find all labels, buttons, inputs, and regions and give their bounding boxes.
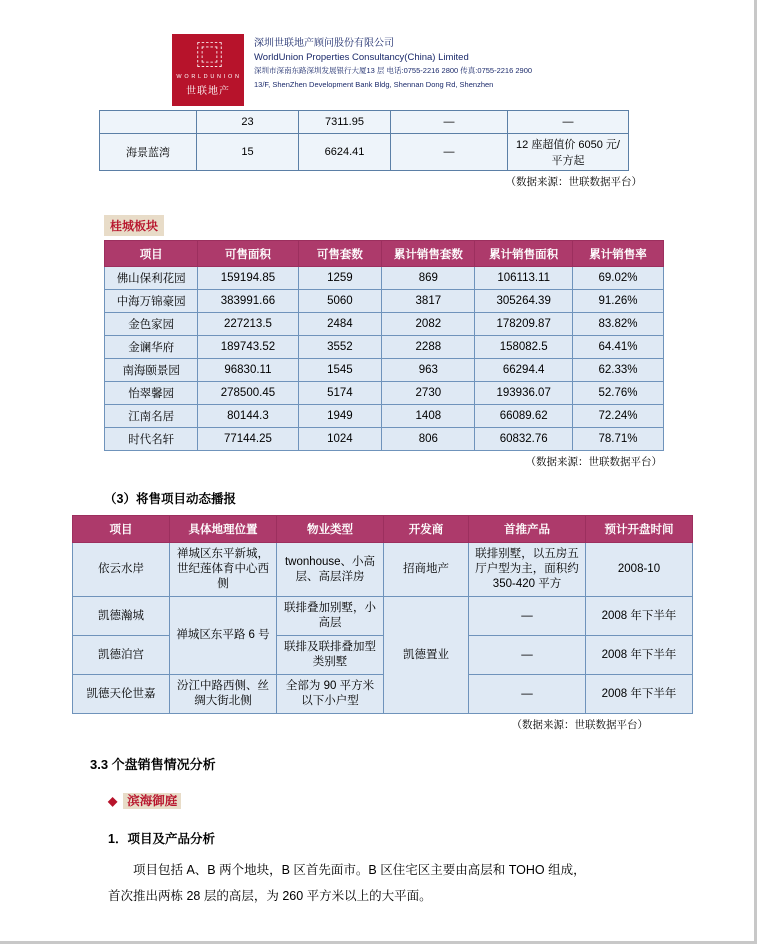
cell-cum-rate: 64.41% bbox=[572, 336, 663, 359]
cell-project: 南海颐景园 bbox=[105, 359, 198, 382]
cell-sellable-units: 5060 bbox=[298, 290, 382, 313]
cell-sellable-area: 383991.66 bbox=[198, 290, 298, 313]
cell-sellable-units: 2484 bbox=[298, 313, 382, 336]
table-row bbox=[105, 290, 664, 313]
cell-property-type: 联排叠加别墅，小高层 bbox=[277, 597, 384, 636]
table-row bbox=[105, 405, 664, 428]
cell-sellable-area: 278500.45 bbox=[198, 382, 298, 405]
cell-open-time: 2008 年下半年 bbox=[586, 675, 693, 714]
table-row bbox=[73, 675, 693, 714]
cell-project: 海景蓝湾 bbox=[100, 134, 197, 171]
th-cum-area: 累计销售面积 bbox=[475, 241, 573, 267]
cell-price: 6624.41 bbox=[299, 134, 391, 171]
cell-project: 中海万锦豪园 bbox=[105, 290, 198, 313]
cell-price: 7311.95 bbox=[299, 111, 391, 134]
cell-developer: 凯德置业 bbox=[384, 597, 469, 714]
logo-mark-icon: ⿴ bbox=[196, 41, 220, 72]
cell-project: 凯德泊宫 bbox=[73, 636, 170, 675]
cell-sellable-area: 77144.25 bbox=[198, 428, 298, 451]
table-row bbox=[105, 382, 664, 405]
company-name-cn: 深圳世联地产顾问股份有限公司 bbox=[254, 38, 394, 49]
table-row bbox=[105, 336, 664, 359]
project-bullet-title bbox=[108, 791, 672, 809]
company-name-en: WorldUnion Properties Consultancy(China) Limited bbox=[254, 51, 469, 63]
th-project: 项目 bbox=[105, 241, 198, 267]
cell-property-type: twonhouse、小高层、高层洋房 bbox=[277, 543, 384, 597]
cell-sellable-area: 159194.85 bbox=[198, 267, 298, 290]
th-location: 具体地理位置 bbox=[170, 516, 277, 543]
source-note-1: （数据来源：世联数据平台） bbox=[505, 176, 642, 188]
cell-remark: 12 座超值价 6050 元/平方起 bbox=[508, 134, 629, 171]
cell-open-time: 2008 年下半年 bbox=[586, 636, 693, 675]
logo-chinese-text: 世联地产 bbox=[186, 86, 230, 97]
table-row bbox=[73, 543, 693, 597]
guicheng-sales-table bbox=[104, 240, 664, 451]
cell-sellable-units: 1024 bbox=[298, 428, 382, 451]
cell-cum-area: 60832.76 bbox=[475, 428, 573, 451]
letterhead-text bbox=[254, 34, 532, 91]
th-property-type: 物业类型 bbox=[277, 516, 384, 543]
cell-sellable-area: 96830.11 bbox=[198, 359, 298, 382]
cell-developer: 招商地产 bbox=[384, 543, 469, 597]
cell-sellable-units: 1259 bbox=[298, 267, 382, 290]
cell-open-time: 2008-10 bbox=[586, 543, 693, 597]
cell-project: 江南名居 bbox=[105, 405, 198, 428]
cell-cum-units: 3817 bbox=[382, 290, 475, 313]
cell-project: 凯德天伦世嘉 bbox=[73, 675, 170, 714]
cell-cum-units: 1408 bbox=[382, 405, 475, 428]
cell-sellable-units: 5174 bbox=[298, 382, 382, 405]
cell-cum-area: 193936.07 bbox=[475, 382, 573, 405]
cell-project: 金色家园 bbox=[105, 313, 198, 336]
cell-dash1: — bbox=[391, 111, 508, 134]
cell-location: 汾江中路西侧、丝绸大街北侧 bbox=[170, 675, 277, 714]
table-row bbox=[105, 313, 664, 336]
cell-cum-rate: 72.24% bbox=[572, 405, 663, 428]
cell-project: 佛山保利花园 bbox=[105, 267, 198, 290]
th-cum-units: 累计销售套数 bbox=[382, 241, 475, 267]
cell-cum-units: 2082 bbox=[382, 313, 475, 336]
cell-cum-area: 106113.11 bbox=[475, 267, 573, 290]
table-row bbox=[105, 267, 664, 290]
continued-price-table bbox=[99, 110, 629, 171]
letterhead bbox=[172, 34, 672, 106]
company-address-cn: 深圳市深南东路深圳发展银行大厦13 层 电话:0755-2216 2800 传真:0755-2216 2900 bbox=[254, 66, 533, 75]
cell-sellable-area: 80144.3 bbox=[198, 405, 298, 428]
cell-sellable-units: 1545 bbox=[298, 359, 382, 382]
cell-dash1: — bbox=[391, 134, 508, 171]
company-logo bbox=[172, 34, 244, 106]
cell-cum-rate: 69.02% bbox=[572, 267, 663, 290]
th-cum-rate: 累计销售率 bbox=[572, 241, 663, 267]
cell-cum-rate: 78.71% bbox=[572, 428, 663, 451]
table-row bbox=[73, 597, 693, 636]
body-paragraph-2: 首次推出两栋 28 层的高层，为 260 平方米以上的大平面。 bbox=[108, 889, 432, 903]
page-content bbox=[72, 34, 677, 909]
future-projects-heading: （3）将售项目动态播报 bbox=[104, 492, 236, 506]
body-paragraph-1: 项目包括 A、B 两个地块，B 区首先面市。B 区住宅区主要由高层和 TOHO 组成， bbox=[133, 863, 586, 877]
source-note-3: （数据来源：世联数据平台） bbox=[511, 719, 648, 731]
cell-cum-rate: 62.33% bbox=[572, 359, 663, 382]
cell-project bbox=[100, 111, 197, 134]
cell-cum-rate: 91.26% bbox=[572, 290, 663, 313]
table-row bbox=[73, 636, 693, 675]
cell-first-product: — bbox=[469, 675, 586, 714]
cell-location: 禅城区东平新城，世纪莲体育中心西侧 bbox=[170, 543, 277, 597]
cell-cum-units: 2288 bbox=[382, 336, 475, 359]
cell-cum-area: 305264.39 bbox=[475, 290, 573, 313]
table-row bbox=[105, 359, 664, 382]
cell-cum-area: 66294.4 bbox=[475, 359, 573, 382]
cell-cum-area: 66089.62 bbox=[475, 405, 573, 428]
source-note-2: （数据来源：世联数据平台） bbox=[525, 456, 662, 468]
cell-project: 凯德瀚城 bbox=[73, 597, 170, 636]
cell-cum-rate: 52.76% bbox=[572, 382, 663, 405]
cell-units: 15 bbox=[197, 134, 299, 171]
cell-project: 时代名轩 bbox=[105, 428, 198, 451]
table-row bbox=[100, 111, 629, 134]
th-sellable-units: 可售套数 bbox=[298, 241, 382, 267]
th-sellable-area: 可售面积 bbox=[198, 241, 298, 267]
th-open-time: 预计开盘时间 bbox=[586, 516, 693, 543]
cell-sellable-units: 1949 bbox=[298, 405, 382, 428]
cell-project: 金谰华府 bbox=[105, 336, 198, 359]
cell-sellable-area: 227213.5 bbox=[198, 313, 298, 336]
logo-english-text: W O R L D U N I O N bbox=[176, 74, 240, 80]
cell-units: 23 bbox=[197, 111, 299, 134]
table-header-row bbox=[105, 241, 664, 267]
cell-remark: — bbox=[508, 111, 629, 134]
cell-sellable-area: 189743.52 bbox=[198, 336, 298, 359]
table-row bbox=[100, 134, 629, 171]
cell-first-product: — bbox=[469, 636, 586, 675]
cell-cum-units: 2730 bbox=[382, 382, 475, 405]
section-tag-guicheng: 桂城板块 bbox=[104, 215, 164, 236]
cell-first-product: — bbox=[469, 597, 586, 636]
subsection-heading: 1．项目及产品分析 bbox=[108, 832, 215, 846]
cell-cum-units: 963 bbox=[382, 359, 475, 382]
cell-property-type: 全部为 90 平方米以下小户型 bbox=[277, 675, 384, 714]
cell-project: 依云水岸 bbox=[73, 543, 170, 597]
cell-property-type: 联排及联排叠加型类别墅 bbox=[277, 636, 384, 675]
cell-open-time: 2008 年下半年 bbox=[586, 597, 693, 636]
cell-cum-units: 806 bbox=[382, 428, 475, 451]
table-header-row bbox=[73, 516, 693, 543]
future-projects-table bbox=[72, 515, 693, 714]
company-address-en: 13/F, ShenZhen Development Bank Bldg, Shennan Dong Rd, Shenzhen bbox=[254, 79, 494, 89]
cell-sellable-units: 3552 bbox=[298, 336, 382, 359]
table-row bbox=[105, 428, 664, 451]
cell-cum-area: 178209.87 bbox=[475, 313, 573, 336]
cell-cum-area: 158082.5 bbox=[475, 336, 573, 359]
cell-location: 禅城区东平路 6 号 bbox=[170, 597, 277, 675]
cell-cum-rate: 83.82% bbox=[572, 313, 663, 336]
th-first-product: 首推产品 bbox=[469, 516, 586, 543]
cell-first-product: 联排别墅，以五房五厅户型为主，面积约 350-420 平方 bbox=[469, 543, 586, 597]
cell-cum-units: 869 bbox=[382, 267, 475, 290]
th-project: 项目 bbox=[73, 516, 170, 543]
cell-project: 怡翠馨园 bbox=[105, 382, 198, 405]
section-3-3-heading: 3.3 个盘销售情况分析 bbox=[90, 757, 216, 772]
diamond-icon: ◆ bbox=[108, 794, 118, 808]
project-name-tag: 滨海御庭 bbox=[123, 793, 181, 809]
th-developer: 开发商 bbox=[384, 516, 469, 543]
